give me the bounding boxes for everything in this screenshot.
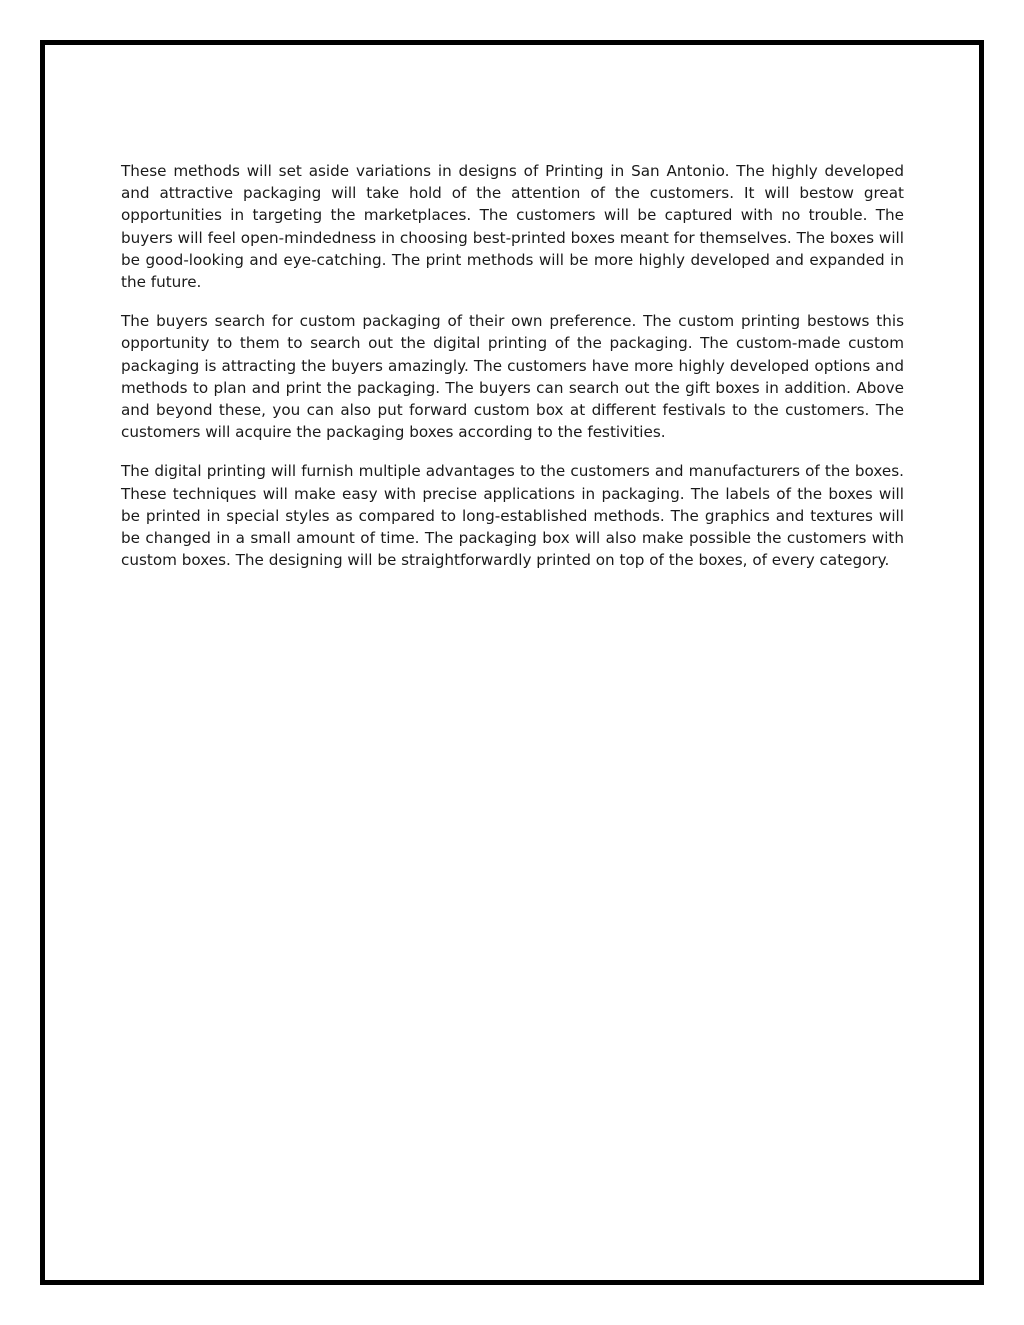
document-body (121, 160, 904, 588)
paragraph-3: The digital printing will furnish multiple advantages to the customers and manufacturers of the boxes. These techniques will make easy with precise applications in packaging. The labels of the boxes will be printed in special styles as compared to long-established methods. The graphics and textures will be changed in a small amount of time. The packaging box will also make possible the customers with custom boxes. The designing will be straightforwardly printed on top of the boxes, of every category. (121, 462, 904, 570)
paragraph-1: These methods will set aside variations in designs of Printing in San Antonio. The highly developed and attractive packaging will take hold of the attention of the customers. It will bestow great opportunities in targeting the marketplaces. The customers will be captured with no trouble. The buyers will feel open-mindedness in choosing best-printed boxes meant for themselves. The boxes will be good-looking and eye-catching. The print methods will be more highly developed and expanded in the future. (121, 162, 904, 292)
paragraph-2: The buyers search for custom packaging of their own preference. The custom printing bestows this opportunity to them to search out the digital printing of the packaging. The custom-made custom packaging is attracting the buyers amazingly. The customers have more highly developed options and methods to plan and print the packaging. The buyers can search out the gift boxes in addition. Above and beyond these, you can also put forward custom box at different festivals to the customers. The customers will acquire the packaging boxes according to the festivities. (121, 312, 904, 442)
